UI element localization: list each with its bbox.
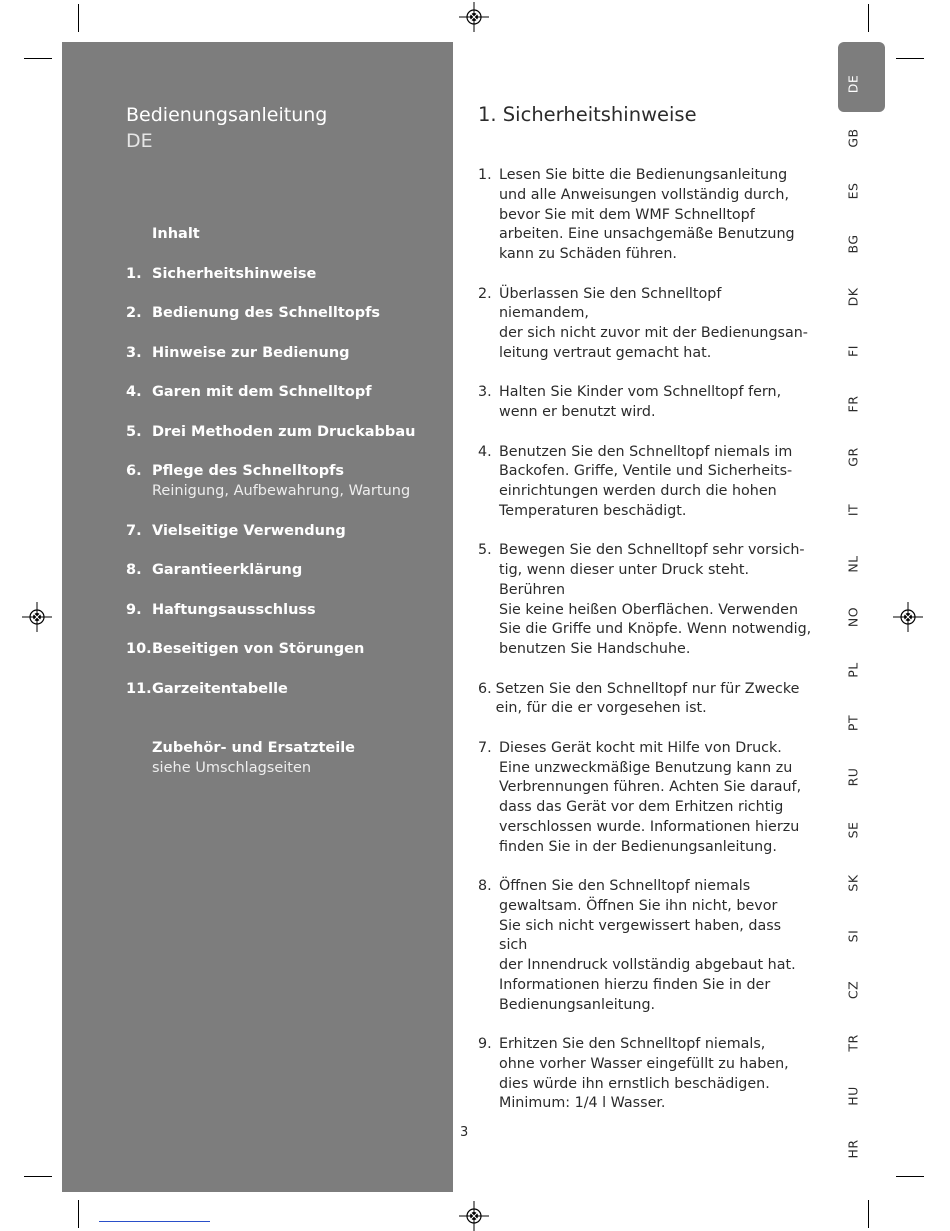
contents-panel	[62, 42, 453, 1192]
accessories-note	[126, 738, 446, 778]
language-tab-label: TR	[845, 1034, 861, 1052]
accessories-subtitle: siehe Umschlagseiten	[152, 760, 312, 776]
list-item-number: 6.	[478, 680, 492, 697]
list-item	[478, 1035, 813, 1114]
crop-mark	[78, 4, 79, 32]
table-of-contents	[126, 224, 446, 778]
language-tab-label: CZ	[845, 980, 861, 1000]
toc-item-label: Drei Methoden zum Druckabbau	[152, 423, 416, 440]
list-item-text: Bewegen Sie den Schnelltopf sehr vorsich- tig, wenn dieser unter Druck steht. Berühren Sie keine heißen Oberflächen. Verwenden Sie die Griffe und Knöpfe. Wenn notwendig, benutzen Sie Handschuhe.	[499, 542, 812, 657]
list-item-number: 8.	[478, 878, 492, 894]
toc-item	[126, 382, 446, 422]
list-item-number: 5.	[478, 542, 492, 559]
language-tab-label: PL	[845, 662, 861, 678]
section-title: 1. Sicherheitshinweise	[478, 103, 697, 126]
toc-item	[126, 343, 446, 383]
language-tab-label: NO	[845, 606, 861, 628]
toc-item-number: 9.	[126, 601, 142, 618]
language-tab-label: DE	[845, 74, 861, 94]
language-tab-label: HU	[845, 1086, 861, 1106]
list-item-text: Überlassen Sie den Schnelltopf niemandem, der sich nicht zuvor mit der Bedienungsan- leitung vertraut gemacht hat.	[499, 285, 808, 361]
toc-item	[126, 461, 446, 521]
list-item-number: 3.	[478, 384, 492, 401]
list-item	[478, 739, 813, 858]
toc-item-label: Hinweise zur Bedienung	[152, 344, 350, 361]
toc-item-label: Bedienung des Schnelltopfs	[152, 305, 381, 321]
list-item-number: 2.	[478, 285, 492, 302]
toc-item-sublabel: Reinigung, Aufbewahrung, Wartung	[152, 483, 411, 499]
toc-item-label: Garen mit dem Schnelltopf	[152, 384, 372, 400]
manual-title: Bedienungsanleitung	[126, 104, 328, 126]
toc-item-label: Beseitigen von Störungen	[152, 641, 365, 657]
toc-item	[126, 521, 446, 561]
language-tab-label: FI	[845, 345, 861, 357]
list-item-text: Öffnen Sie den Schnelltopf niemals gewaltsam. Öffnen Sie ihn nicht, bevor Sie sich nicht vergewissert haben, dass sich der Innendruck vollständig abgebaut hat. Informationen hierzu finden Sie in der Bedienungsanleitung.	[499, 878, 796, 1013]
registration-mark-icon	[459, 1201, 489, 1231]
language-tab-label: NL	[845, 555, 861, 573]
page-number: 3	[460, 1125, 469, 1140]
toc-item	[126, 679, 446, 719]
toc-item-number: 8.	[126, 562, 142, 578]
language-tab-label: FR	[845, 395, 861, 413]
list-item	[478, 877, 813, 1015]
list-item-number: 9.	[478, 1036, 492, 1052]
toc-item-number: 2.	[126, 305, 142, 321]
toc-item-label: Vielseitige Verwendung	[152, 522, 346, 539]
safety-instructions-list	[478, 166, 813, 1134]
language-tab-label: SK	[845, 874, 861, 892]
toc-item	[126, 264, 446, 304]
list-item-text: Halten Sie Kinder vom Schnelltopf fern, wenn er benutzt wird.	[499, 384, 782, 420]
manual-language: DE	[126, 130, 153, 152]
toc-item-number: 3.	[126, 344, 142, 361]
list-item-text: Benutzen Sie den Schnelltopf niemals im Backofen. Griffe, Ventile und Sicherheits- einrichtungen werden durch die hohen Temperaturen beschädigt.	[499, 443, 793, 519]
language-tab-label: PT	[845, 714, 861, 732]
toc-item-number: 7.	[126, 522, 142, 539]
list-item-text: Lesen Sie bitte die Bedienungsanleitung und alle Anweisungen vollständig durch, bevor Sie mit dem WMF Schnelltopf arbeiten. Eine unsachgemäße Benutzung kann zu Schäden führen.	[499, 167, 795, 262]
toc-item-number: 1.	[126, 265, 142, 282]
list-item	[478, 680, 813, 720]
toc-item-label: Garantieerklärung	[152, 562, 303, 578]
list-item	[478, 541, 813, 660]
list-item-number: 7.	[478, 739, 492, 756]
toc-item	[126, 560, 446, 600]
toc-item-label: Pflege des Schnelltopfs	[152, 463, 345, 479]
crop-mark	[868, 4, 869, 32]
crop-mark	[896, 58, 924, 59]
language-tab-label: RU	[845, 767, 861, 787]
list-item-number: 4.	[478, 443, 492, 460]
list-item	[478, 166, 813, 265]
toc-item	[126, 639, 446, 679]
language-tab-label: ES	[845, 182, 861, 200]
list-item-text: Erhitzen Sie den Schnelltopf niemals, ohne vorher Wasser eingefüllt zu haben, dies würde ihn ernstlich beschädigen. Minimum: 1/4 l Wasser.	[499, 1036, 789, 1112]
language-tab-label: DK	[845, 287, 861, 307]
language-tab-label: GB	[845, 128, 861, 148]
list-item	[478, 383, 813, 423]
crop-mark	[78, 1200, 79, 1228]
language-tab-label: SE	[845, 821, 861, 839]
registration-mark-icon	[893, 602, 923, 632]
toc-item-label: Garzeitentabelle	[152, 680, 288, 697]
toc-item-number: 11.	[126, 680, 152, 697]
toc-item	[126, 303, 446, 343]
language-tab-label: HR	[845, 1139, 861, 1159]
toc-item-number: 4.	[126, 384, 142, 400]
toc-item-label: Sicherheitshinweise	[152, 265, 317, 282]
toc-heading: Inhalt	[152, 226, 200, 242]
list-item-text: Dieses Gerät kocht mit Hilfe von Druck. Eine unzweckmäßige Benutzung kann zu Verbrennungen führen. Achten Sie darauf, dass das Gerät vor dem Erhitzen richtig verschlossen wurde. Informationen hierzu finden Sie in der Bedienungsanleitung.	[499, 739, 802, 855]
language-tab-label: GR	[845, 447, 861, 467]
crop-mark	[868, 1200, 869, 1228]
toc-item-label: Haftungsausschluss	[152, 601, 316, 618]
crop-mark	[896, 1176, 924, 1177]
list-item	[478, 443, 813, 522]
toc-item	[126, 600, 446, 640]
language-tab-label: IT	[845, 503, 861, 517]
accessories-title: Zubehör- und Ersatzteile	[152, 740, 356, 756]
toc-item	[126, 422, 446, 462]
crop-mark	[24, 1176, 52, 1177]
list-item	[478, 285, 813, 364]
list-item-text: Setzen Sie den Schnelltopf nur für Zwecke ein, für die er vorgesehen ist.	[495, 680, 800, 717]
toc-item-number: 6.	[126, 463, 142, 479]
language-tab-label: BG	[845, 234, 861, 254]
divider	[99, 1221, 210, 1222]
registration-mark-icon	[459, 2, 489, 32]
toc-item-number: 10.	[126, 641, 152, 657]
crop-mark	[24, 58, 52, 59]
registration-mark-icon	[22, 602, 52, 632]
toc-item-number: 5.	[126, 423, 142, 440]
list-item-number: 1.	[478, 167, 492, 183]
language-tab-label: SI	[845, 929, 861, 943]
